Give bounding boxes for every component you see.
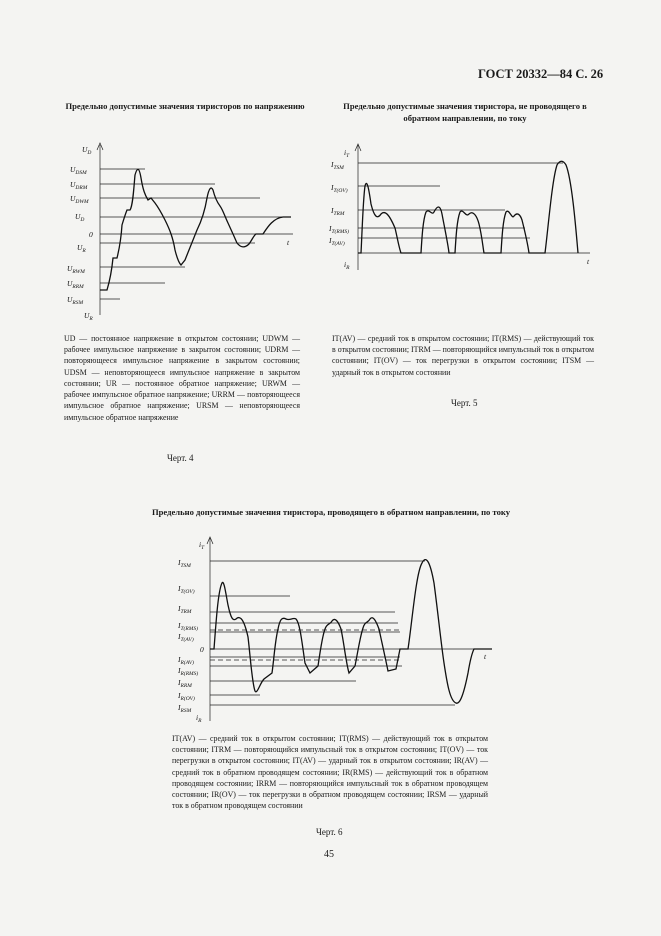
label-udwm: $U_{DWM}$	[70, 194, 89, 205]
label-ud: $U_D$	[75, 212, 85, 223]
label-ud-top: $U_D$	[82, 145, 92, 156]
page-number: 45	[324, 849, 334, 860]
label-udsm: $U_{DSM}$	[70, 165, 87, 176]
label-urrm: $U_{RRM}$	[67, 279, 84, 290]
label-irrm6: $I_{RRM}$	[178, 678, 192, 689]
figure5-caption: Черт. 5	[451, 398, 478, 408]
label-ursm: $U_{RSM}$	[67, 295, 84, 306]
label-ir6: $i_R$	[196, 713, 202, 724]
label-itov: $I_{T(OV)}$	[331, 183, 348, 194]
figure6-title: Предельно допустимые значения тиристора, проводящего в обратном направлении, по току	[151, 507, 511, 517]
label-t5: t	[587, 257, 590, 266]
label-ur: $U_R$	[77, 243, 86, 254]
figure4-diagram	[55, 140, 305, 325]
label-itsm6: $I_{TSM}$	[178, 558, 191, 569]
figure4-caption: Черт. 4	[167, 453, 194, 463]
label-zero6: 0	[200, 645, 204, 654]
label-irav6: $I_{R(AV)}$	[178, 655, 194, 666]
label-urwm: $U_{RWM}$	[67, 264, 85, 275]
label-it6: $i_T$	[199, 540, 205, 551]
figure4-legend: UD — постоянное напряжение в открытом состоянии; UDWM — рабочее импульсное напряжение в закрытом состоянии; UDRM — повторяющееся импульсное напряжение в закрытом состоянии; UDSM — неповторяющееся импульсное напряжение в закрытом состоянии; UR — постоянное обратное напряжение; URWM — рабочее импульсное обратное напряжение; URRM — повторяющееся импульсное обратное напряжение; URSM — неповторяющееся импульсное обратное напряжение	[64, 334, 300, 422]
figure6-diagram	[160, 533, 500, 728]
figure5-legend: IT(AV) — средний ток в открытом состоянии; IT(RMS) — действующий ток в открытом состоянии; ITRM — повторяющийся импульсный ток в открытом состоянии; IT(OV) — ток перегрузки в открытом состоянии; ITSM — ударный ток в открытом состоянии	[332, 334, 594, 377]
label-irsm6: $I_{RSM}$	[178, 703, 192, 714]
label-ur-bottom: $U_R$	[84, 311, 93, 322]
label-ir: $i_R$	[344, 260, 350, 271]
label-irrms6: $I_{R(RMS)}$	[178, 666, 199, 677]
figure6-caption: Черт. 6	[316, 827, 343, 837]
label-it: $i_T$	[344, 148, 350, 159]
label-zero: 0	[89, 230, 93, 239]
label-t6: t	[484, 652, 487, 661]
page-header: ГОСТ 20332—84 С. 26	[478, 67, 604, 81]
label-itrm6: $I_{TRM}$	[178, 604, 192, 615]
label-itrm: $I_{TRM}$	[331, 206, 345, 217]
label-udrm: $U_{DRM}$	[70, 180, 88, 191]
figure4-title: Предельно допустимые значения тиристоров по напряжению	[65, 101, 305, 111]
label-itav6: $I_{T(AV)}$	[178, 632, 194, 643]
label-irov6: $I_{R(OV)}$	[178, 691, 195, 702]
label-t: t	[287, 238, 290, 247]
label-itsm: $I_{TSM}$	[331, 160, 344, 171]
label-itav: $I_{T(AV)}$	[329, 236, 345, 247]
label-itrms: $I_{T(RMS)}$	[329, 224, 349, 235]
label-itov6: $I_{T(OV)}$	[178, 584, 195, 595]
figure5-diagram	[325, 140, 600, 280]
figure6-legend: IT(AV) — средний ток в открытом состоянии; IT(RMS) — действующий ток в открытом состоянии; ITRM — повторяющийся импульсный ток в открытом состоянии; IT(OV) — ток перегрузки в открытом состоянии; IT(AV) — ударный ток в открытом состоянии; IR(AV) — средний ток в обратном проводящем состоянии; IR(RMS) — действующий ток в обратном проводящем состоянии; IRRM — повторяющийся импульсный ток в обратном проводящем состоянии; IR(OV) — ток перегрузки в обратном проводящем состоянии; IRSM — ударный ток в обратном проводящем состоянии	[172, 734, 488, 811]
label-itrms6: $I_{T(RMS)}$	[178, 621, 198, 632]
figure5-title: Предельно допустимые значения тиристора, не проводящего в обратном направлении, по току	[343, 101, 587, 123]
